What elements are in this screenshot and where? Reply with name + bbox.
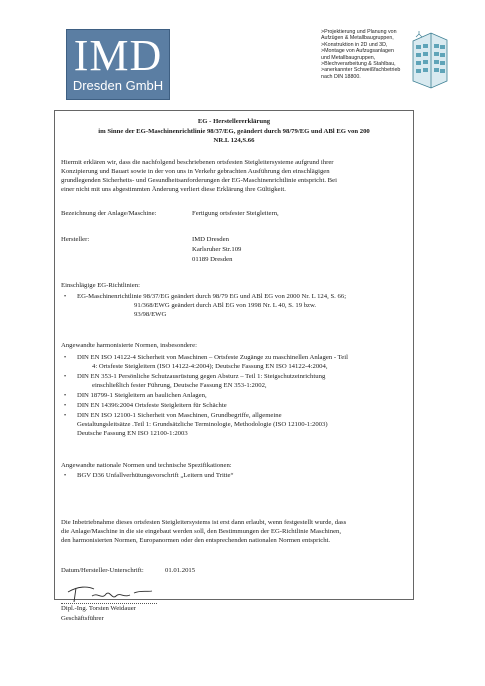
service-line: >Projektierung und Planung von <box>321 29 397 35</box>
logo-text: IMD <box>73 31 163 80</box>
machine-value: Fertigung ortsfester Steigleitern, <box>192 210 279 217</box>
service-line: Aufzügen & Metallbaugruppen, <box>321 35 394 42</box>
directive-line: 93/98/EWG <box>134 311 167 318</box>
service-line: nach DIN 18800. <box>321 73 361 80</box>
intro-line: einer nicht mit uns abgestimmten Änderung verliert diese Erklärung ihre Gültigkeit. <box>61 186 286 193</box>
company-logo <box>66 29 170 100</box>
standard-line: DIN EN ISO 14122-4 Sicherheit von Maschinen – Ortsfeste Zugänge zu maschinellen Anlagen - Teil <box>77 354 348 361</box>
intro-line: Konzipierung und Bauart sowie in der von uns in Verkehr gebrachten Ausführung den einschlägigen <box>61 168 330 175</box>
bullet-icon: • <box>64 393 67 399</box>
signatory-role: Geschäftsführer <box>61 615 104 622</box>
standard-line: einschließlich fester Führung, Deutsche Fassung EN 353-1:2002, <box>92 382 267 389</box>
signatory-name: Dipl.-Ing. Torsten Weidauer <box>61 605 136 612</box>
manufacturer-line: 01189 Dresden <box>192 256 233 263</box>
service-line: >Konstruktion in 2D und 3D, <box>321 41 388 48</box>
title-line-2: im Sinne der EG-Maschinenrichtlinie 98/37/EG, geändert durch 98/79/EG und ABl EG von 200 <box>98 128 370 135</box>
standard-line: DIN EN 353-1 Persönliche Schutzausrüstung gegen Absturz – Teil 1: Steigschutzeinrichtung <box>77 373 326 380</box>
service-line: und Metallbaugruppen, <box>321 54 376 61</box>
directive-line: 91/368/EWG geändert durch ABl EG von 1998 Nr. L 40, S. 19 bzw. <box>134 302 317 309</box>
standard-line: Deutsche Fassung EN ISO 12100-1:2003 <box>77 430 188 437</box>
intro-line: grundlegenden Sicherheits- und Gesundheitsanforderungen der EG-Maschinenrichtlinie entspricht. Bei <box>61 177 337 184</box>
manufacturer-line: Karlsruher Str.109 <box>192 246 242 253</box>
service-line: >Montage von Aufzugsanlagen <box>321 48 394 55</box>
standard-line: DIN 18799-1 Steigleitern an baulichen Anlagen, <box>77 392 207 399</box>
building-icon <box>411 31 448 89</box>
closing-line: die Anlage/Maschine in die sie eingebaut werden soll, den Bestimmungen der EG-Richtlinie Maschinen, <box>61 528 342 535</box>
directive-line: EG-Maschinenrichtlinie 98/37/EG geändert durch 98/79 EG und ABl EG von 2000 Nr. L 124, S. 66; <box>77 293 347 300</box>
intro-line: Hiermit erklären wir, dass die nachfolgend beschriebenen ortsfesten Steigleitersysteme aufgrund ihrer <box>61 159 334 166</box>
national-item: BGV D36 Unfallverhütungsvorschrift „Leitern und Tritte“ <box>77 472 234 479</box>
logo-subtext: Dresden GmbH <box>72 78 164 93</box>
harmonised-heading: Angewandte harmonisierte Normen, insbesondere: <box>61 342 197 349</box>
machine-label: Bezeichnung der Anlage/Maschine: <box>61 210 157 217</box>
directives-heading: Einschlägige EG-Richtlinien: <box>61 282 140 289</box>
manufacturer-line: IMD Dresden <box>192 236 229 243</box>
bullet-icon: • <box>64 355 67 361</box>
signature-line <box>61 603 157 604</box>
bullet-icon: • <box>64 413 67 419</box>
date-label: Datum/Hersteller-Unterschrift: <box>61 567 144 574</box>
standard-line: Gestaltungsleitsätze .Teil 1: Grundsätzliche Terminologie, Methodologie (ISO 12100-1:2003) <box>77 421 328 428</box>
standard-line: DIN EN 14396:2004 Ortsfeste Steigleitern für Schächte <box>77 402 227 409</box>
closing-line: Die Inbetriebnahme dieses ortsfesten Steigleitersystems ist erst dann erlaubt, wenn festgestellt wurde, dass <box>61 519 347 526</box>
bullet-icon: • <box>64 473 67 479</box>
service-line: >Blechverarbeitung & Stahlbau, <box>321 61 396 68</box>
bullet-icon: • <box>64 374 67 380</box>
title-line-1: EG - Herstellererklärung <box>197 118 271 125</box>
national-heading: Angewandte nationale Normen und technische Spezifikationen: <box>61 462 232 469</box>
manufacturer-label: Hersteller: <box>61 236 90 243</box>
closing-line: den harmonisierten Normen, Europanormen oder den entsprechenden nationalen Normen entspricht. <box>61 537 331 544</box>
bullet-icon: • <box>64 403 67 409</box>
title-line-3: NR.L 124,S.66 <box>213 137 255 144</box>
date-value: 01.01.2015 <box>165 567 196 574</box>
bullet-icon: • <box>64 294 67 300</box>
standard-line: 4: Ortsfeste Steigleitern (ISO 14122-4:2004); Deutsche Fassung EN ISO 14122-4:2004, <box>92 363 328 370</box>
service-line: >anerkannter Schweißfachbetrieb <box>321 67 401 74</box>
standard-line: DIN EN ISO 12100-1 Sicherheit von Maschinen, Grundbegriffe, allgemeine <box>77 412 282 419</box>
